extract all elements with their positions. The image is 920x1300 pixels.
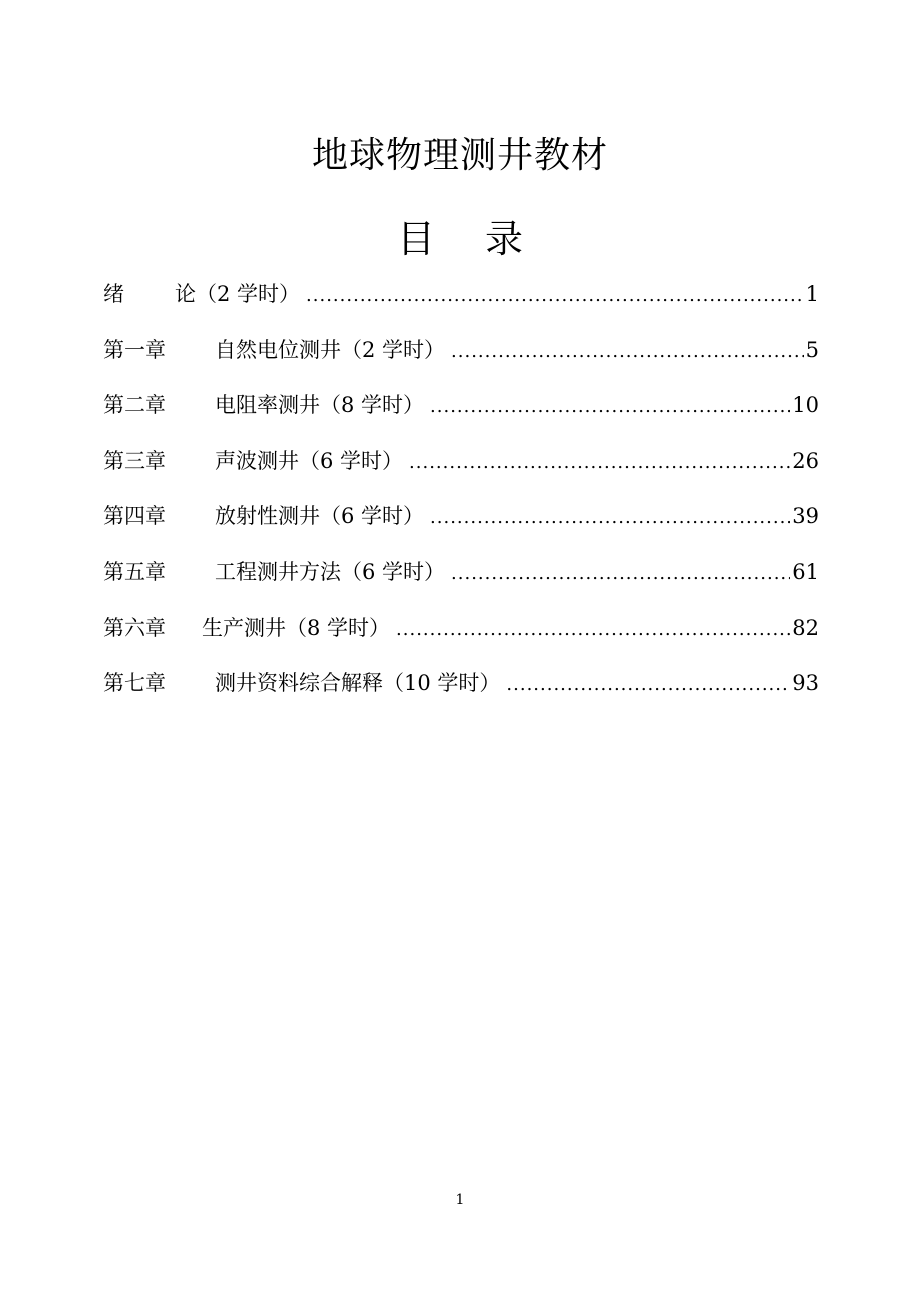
- toc-entry-chapter-1[interactable]: [103, 332, 819, 388]
- toc-entry-title: 自然电位测井（2 学时）: [215, 337, 446, 362]
- toc-heading: [0, 214, 920, 264]
- toc-heading-char-1: 目: [396, 217, 435, 261]
- dot-leader: [430, 389, 790, 425]
- toc-entry-chapter-5[interactable]: [103, 554, 819, 610]
- toc-chapter-label: 第二章: [103, 393, 166, 418]
- toc-entry-title: 工程测井方法（6 学时）: [215, 559, 446, 584]
- toc-entry-title: 电阻率测井（8 学时）: [215, 393, 425, 418]
- dot-leader: [306, 278, 804, 314]
- toc-entry-chapter-2[interactable]: [103, 387, 819, 443]
- toc-heading-char-2: 录: [485, 217, 524, 261]
- toc-entry-chapter-6[interactable]: [103, 610, 819, 666]
- toc-page-number: 82: [792, 615, 819, 640]
- dot-leader: [451, 556, 790, 592]
- toc-chapter-label: 第六章: [103, 615, 166, 640]
- toc-page-number: 61: [792, 559, 819, 584]
- toc-entry-chapter-3[interactable]: [103, 443, 819, 499]
- table-of-contents: [103, 276, 819, 721]
- page-footer-number: 1: [455, 1192, 465, 1208]
- toc-entry-title: 论（2 学时）: [175, 282, 301, 306]
- toc-chapter-label: 第五章: [103, 559, 166, 584]
- toc-entry-chapter-7[interactable]: [103, 665, 819, 721]
- dot-leader: [451, 334, 804, 370]
- toc-entry-title: 声波测井（6 学时）: [215, 448, 404, 473]
- toc-entry-intro[interactable]: [103, 276, 819, 332]
- toc-page-number: 39: [792, 504, 819, 529]
- dot-leader: [430, 500, 790, 536]
- toc-entry-title: 放射性测井（6 学时）: [215, 504, 425, 529]
- document-title: 地球物理测井教材: [311, 135, 608, 176]
- toc-page-number: 5: [805, 337, 819, 362]
- toc-entry-title: 测井资料综合解释（10 学时）: [215, 671, 501, 696]
- toc-chapter-label: 第七章: [103, 671, 166, 696]
- toc-chapter-label: 第一章: [103, 337, 166, 362]
- toc-page-number: 93: [792, 671, 819, 696]
- toc-page-number: 10: [792, 393, 819, 418]
- toc-entry-title: 生产测井（8 学时）: [202, 615, 391, 640]
- toc-chapter-label: 第四章: [103, 504, 166, 529]
- dot-leader: [396, 612, 790, 648]
- toc-page-number: 1: [805, 282, 819, 306]
- toc-chapter-label: 绪: [103, 282, 124, 306]
- toc-entry-chapter-4[interactable]: [103, 498, 819, 554]
- toc-page-number: 26: [792, 448, 819, 473]
- dot-leader: [506, 667, 790, 703]
- dot-leader: [409, 445, 790, 481]
- toc-chapter-label: 第三章: [103, 448, 166, 473]
